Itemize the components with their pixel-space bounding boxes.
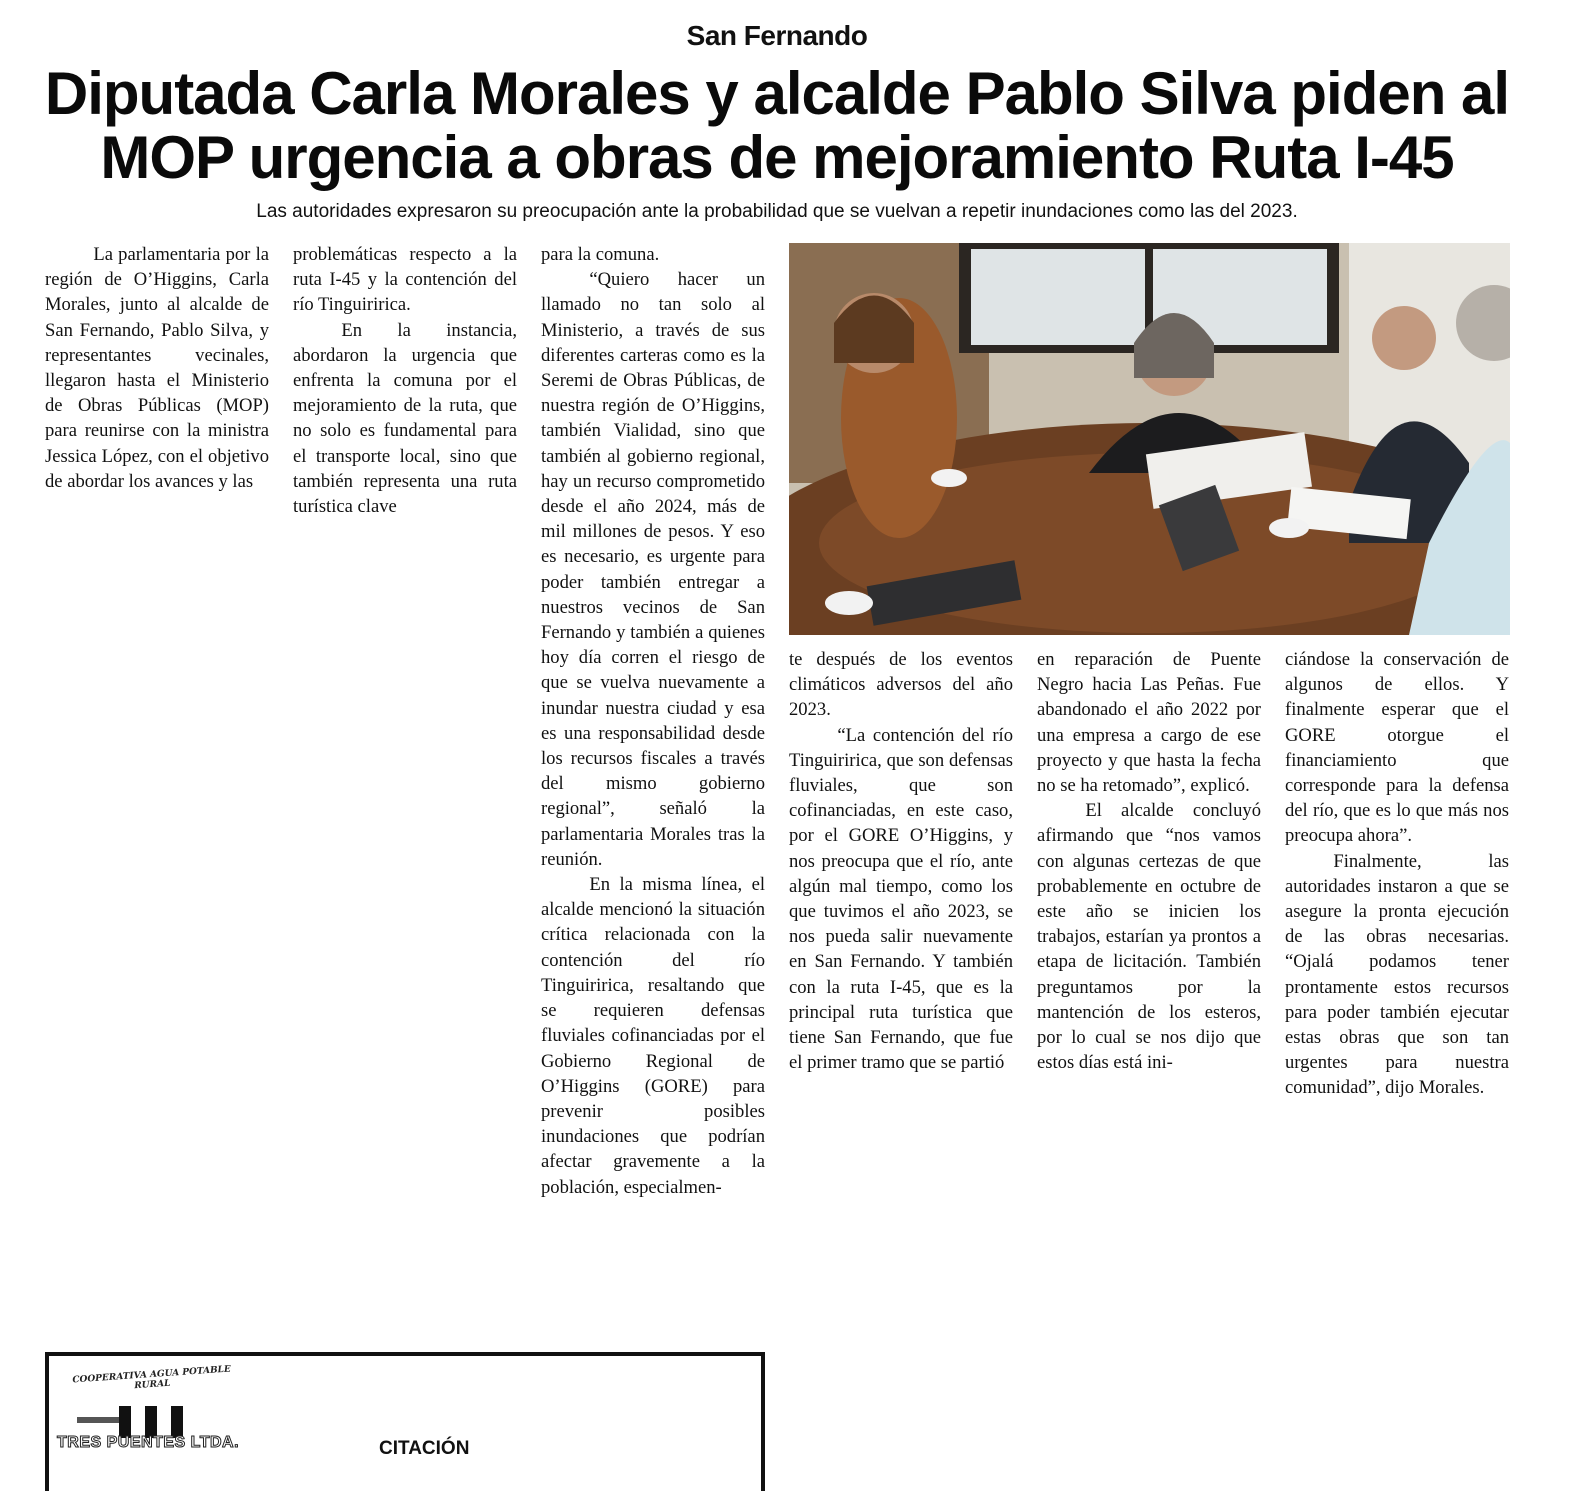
headline: Diputada Carla Morales y alcalde Pablo Silva piden al MOP urgencia a obras de mejoramiento Ruta I-45 <box>44 60 1510 191</box>
paragraph: “La contención del río Tinguiririca, que son defensas fluviales, que son cofinanciadas, en este caso, por el GORE O’Higgins, y nos preocupa que el río, ante algún mal tiempo, como los que tuvimos el año 2023, se nos pueda salir nuevamente en San Fernando. Y también con la ruta I-45, que es la principal ruta turística que tiene San Fernando, que fue el primer tramo que se partió <box>789 724 1013 1074</box>
paragraph: problemáticas respecto a la ruta I-45 y la contención del río Tinguiririca. <box>293 244 517 316</box>
paragraph: El alcalde concluyó afirmando que “nos vamos con algunas certezas de que probablemente en octubre de este año se inicien los trabajos, estarían ya prontos a etapa de licitación. También preguntamos por la mantención de los esteros, por lo cual se nos dijo que estos días está ini- <box>1037 800 1261 1074</box>
subheadline: Las autoridades expresaron su preocupación ante la probabilidad que se vuelvan a repetir inundaciones como las del 2023. <box>256 201 1298 222</box>
logo-arc-text: COOPERATIVA AGUA POTABLE RURAL <box>72 1364 232 1392</box>
notice-title: CITACIÓN <box>379 1438 470 1459</box>
article-column-5 <box>1037 647 1261 1075</box>
meeting-photo-illustration <box>789 243 1510 635</box>
paragraph: para la comuna. <box>541 244 660 265</box>
article-column-3 <box>541 242 765 1200</box>
paragraph: en reparación de Puente Negro hacia Las Peñas. Fue abandonado el año 2022 por una empresa a cargo de ese proyecto y que hasta la fecha no se ha retomado”, explicó. <box>1037 649 1261 797</box>
paragraph: En la instancia, abordaron la urgencia que enfrenta la comuna por el mejoramiento de la ruta, que no solo es fundamental para el transporte local, sino que también representa una ruta turística clave <box>293 319 517 518</box>
paragraph: te después de los eventos climáticos adversos del año 2023. <box>789 649 1013 721</box>
paragraph: “Quiero hacer un llamado no tan solo al Ministerio, a través de sus diferentes carteras como es la Seremi de Obras Públicas, de nuestra región de O’Higgins, también Vialidad, sino que también al gobierno regional, hay un recurso comprometido desde el año 2024, más de mil millones de pesos. Y eso es necesario, es urgente para poder también entregar a nuestros vecinos de San Fernando y también a quienes hoy día corren el riesgo de que se vuelva nuevamente a inundar nuestra ciudad y esa es una responsabilidad desde los recursos fiscales a través del mismo gobierno regional”, señaló la parlamentaria Morales tras la reunión. <box>541 269 765 870</box>
article-column-4 <box>789 647 1013 1075</box>
section-kicker: San Fernando <box>686 20 868 51</box>
article-column-2 <box>293 242 517 519</box>
paragraph: Finalmente, las autoridades instaron a que se asegure la pronta ejecución de las obras necesarias. “Ojalá podamos tener prontamente estos recursos para poder también ejecutar estas obras que son tan urgentes para nuestra comunidad”, dijo Morales. <box>1285 850 1509 1099</box>
cooperative-logo <box>57 1364 247 1470</box>
paragraph: ciándose la conservación de algunos de ellos. Y finalmente esperar que el GORE otorgue el financiamiento que corresponde para la defensa del río, que es lo que más nos preocupa ahora”. <box>1285 649 1509 847</box>
article-column-6 <box>1285 647 1509 1101</box>
paragraph: La parlamentaria por la región de O’Higgins, Carla Morales, junto al alcalde de San Fernando, Pablo Silva, y representantes vecinales, llegaron hasta el Ministerio de Obras Públicas (MOP) para reunirse con la ministra Jessica López, con el objetivo de abordar los avances y las <box>45 244 269 492</box>
citation-notice-box <box>45 1352 765 1491</box>
meeting-photo <box>789 243 1510 635</box>
article-column-1 <box>45 242 269 494</box>
logo-name: TRES PUENTES LTDA. <box>57 1434 240 1451</box>
paragraph: En la misma línea, el alcalde mencionó la situación crítica relacionada con la contención del río Tinguiririca, resaltando que se requieren defensas fluviales cofinanciadas por el Gobierno Regional de O’Higgins (GORE) para prevenir posibles inundaciones que podrían afectar gravemente a la población, especialmen- <box>541 874 765 1198</box>
